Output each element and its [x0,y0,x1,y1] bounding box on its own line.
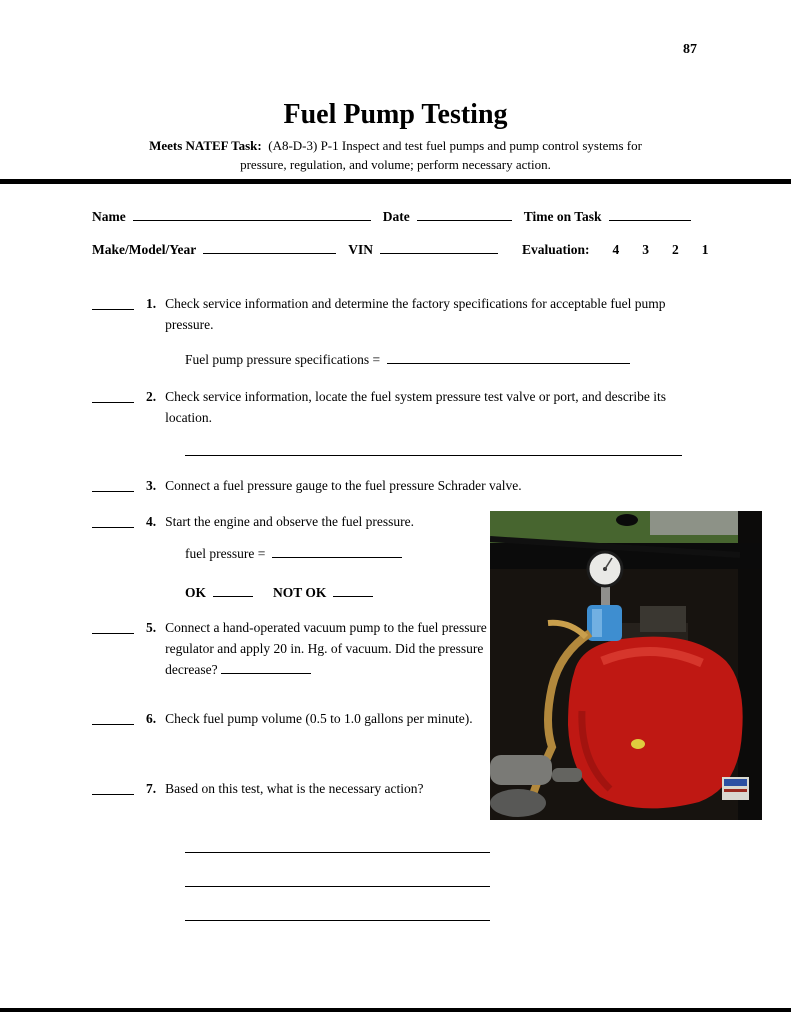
step-2-answer-line [185,455,682,456]
engine-photo-graphic [490,511,762,820]
step-1-number: 1. [146,296,157,311]
answer-line-1 [185,852,490,853]
form-row-1 [92,207,703,225]
step-item-7 [92,779,505,800]
step-6-score-blank [92,709,134,725]
step-7-number: 7. [146,781,157,796]
page-number: 87 [683,42,697,57]
step-1-score-blank [92,294,134,310]
step-5-number: 5. [146,620,157,635]
step-7-score-blank [92,779,134,795]
vin-label: VIN [348,242,373,257]
step-item-5 [92,618,487,681]
fuel-pressure-test-photo [490,511,762,820]
ok-blank [213,583,253,597]
answer-line-3 [185,920,490,921]
not-ok-blank [333,583,373,597]
make-model-year-label: Make/Model/Year [92,242,197,257]
step-1-spec-label: Fuel pump pressure specifications = [185,352,381,367]
date-label: Date [382,209,410,224]
top-divider-rule [0,179,791,184]
step-item-1 [92,294,710,336]
ok-label: OK [185,585,207,600]
step-1-text: Check service information and determine the factory specifications for acceptable fuel pump pressure. [165,296,666,332]
step-2-text: Check service information, locate the fuel system pressure test valve or port, and describe its location. [165,389,666,425]
name-label: Name [92,209,126,224]
name-field-blank [133,207,371,221]
step-item-4 [92,512,485,533]
step-5-question: Connect a hand-operated vacuum pump to the fuel pressure regulator and apply 20 in. Hg. of vacuum. Did the pressure decrease? [165,620,487,677]
evaluation-score-1: 1 [701,242,709,257]
make-model-year-field-blank [203,240,336,254]
step-6-number: 6. [146,711,157,726]
evaluation-scores [590,242,709,257]
step-4-pressure-blank [272,544,402,558]
step-4-pressure-label: fuel pressure = [185,546,266,561]
step-1-spec-line [185,350,630,368]
step-2-number: 2. [146,389,157,404]
step-5-score-blank [92,618,134,634]
step-3-number: 3. [146,478,157,493]
step-2-score-blank [92,387,134,403]
page-title: Fuel Pump Testing [283,99,508,130]
step-1-spec-blank [387,350,630,364]
natef-label: Meets NATEF Task: [149,138,262,153]
evaluation-score-3: 3 [642,242,650,257]
step-3-text: Connect a fuel pressure gauge to the fuel pressure Schrader valve. [165,478,522,493]
step-item-3 [92,476,725,497]
step-4-pressure-line [185,544,402,562]
natef-line-1 [0,137,791,156]
step-4-score-blank [92,512,134,528]
natef-line-2: pressure, regulation, and volume; perform necessary action. [240,156,551,172]
step-3-score-blank [92,476,134,492]
step-6-text: Check fuel pump volume (0.5 to 1.0 gallons per minute). [165,711,473,726]
step-4-number: 4. [146,514,157,529]
step-5-text [165,618,487,681]
form-row-2 [92,240,709,258]
step-7-text: Based on this test, what is the necessary action? [165,781,424,796]
step-4-text: Start the engine and observe the fuel pressure. [165,514,415,529]
natef-task-description [0,137,791,175]
step-4-ok-line [185,583,373,601]
evaluation-score-2: 2 [672,242,679,257]
natef-text-1: (A8-D-3) P-1 Inspect and test fuel pumps and pump control systems for [268,138,642,153]
step-item-2 [92,387,705,429]
evaluation-label: Evaluation: [522,242,590,257]
not-ok-label: NOT OK [273,585,327,600]
date-field-blank [417,207,512,221]
time-on-task-label: Time on Task [523,209,602,224]
bottom-divider-rule [0,1008,791,1012]
answer-line-2 [185,886,490,887]
step-5-answer-blank [221,660,311,674]
step-item-6 [92,709,485,730]
evaluation-score-4: 4 [612,242,620,257]
vin-field-blank [380,240,498,254]
time-on-task-field-blank [609,207,691,221]
